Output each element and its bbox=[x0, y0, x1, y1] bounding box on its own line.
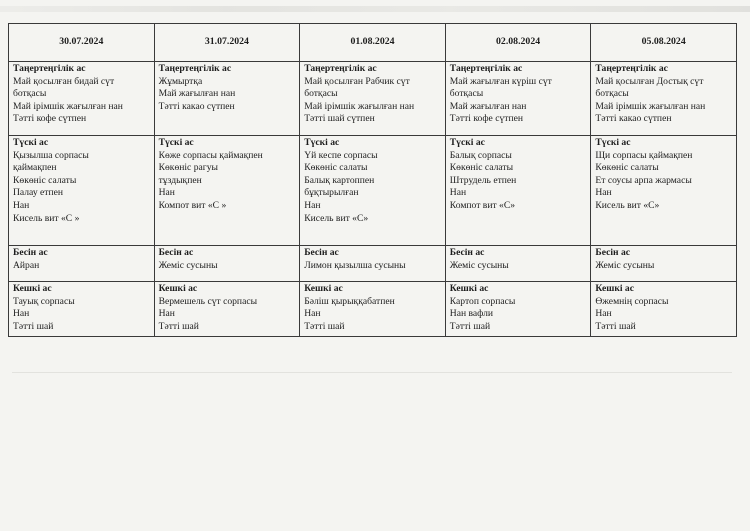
dish-item: Нан bbox=[13, 199, 30, 211]
dish-item: Штрудель етпен bbox=[449, 174, 517, 186]
dish-item: Балық сорпасы bbox=[449, 149, 512, 161]
scan-streak bbox=[0, 6, 750, 12]
dish-item: Көкөніс салаты bbox=[304, 162, 368, 174]
dish-item: ботқасы bbox=[449, 88, 484, 100]
meal-title: Бесін ас bbox=[158, 247, 194, 258]
meal-cell bbox=[9, 246, 155, 282]
meal-title: Таңертеңгілік ас bbox=[158, 63, 232, 74]
meal-title: Таңертеңгілік ас bbox=[304, 63, 377, 74]
dish-item: Көже сорпасы қаймақпен bbox=[158, 149, 263, 161]
meal-title: Кешкі ас bbox=[158, 283, 198, 294]
dish-item: бұқтырылған bbox=[304, 187, 359, 199]
dish-item: Тәтті шай bbox=[304, 320, 345, 332]
dish-item: Айран bbox=[13, 259, 40, 271]
dish-item: Қызылша сорпасы bbox=[13, 149, 89, 161]
meal-title: Кешкі ас bbox=[449, 283, 489, 294]
meal-cell bbox=[300, 246, 446, 282]
dish-item: Ет соусы арпа жармасы bbox=[595, 174, 692, 186]
meal-cell bbox=[154, 246, 300, 282]
dish-item: Тәтті кофе сүтпен bbox=[449, 113, 523, 125]
date-header: 31.07.2024 bbox=[154, 24, 300, 62]
meal-row-breakfast bbox=[9, 62, 737, 136]
dish-item: Тәтті шай bbox=[158, 320, 199, 332]
dish-item: Лимон қызылша сусыны bbox=[304, 259, 406, 271]
meal-cell bbox=[591, 136, 737, 246]
dish-item: Май жағылған нан bbox=[158, 88, 236, 100]
dish-item: Тауық сорпасы bbox=[13, 295, 75, 307]
dish-item: Май қосылған Рабчик сүт bbox=[304, 75, 410, 87]
meal-cell bbox=[9, 282, 155, 337]
date-header-row bbox=[9, 24, 737, 62]
bleed-through-shadow bbox=[12, 372, 732, 433]
dish-item: ботқасы bbox=[13, 88, 47, 100]
meal-title: Таңертеңгілік ас bbox=[449, 63, 523, 74]
dish-item: Жеміс сусыны bbox=[158, 259, 218, 271]
meal-title: Бесін ас bbox=[13, 247, 48, 258]
meal-cell bbox=[591, 282, 737, 337]
meal-cell bbox=[445, 282, 591, 337]
dish-item: Май ірімшік жағылған нан bbox=[304, 100, 415, 112]
dish-item: Жеміс сусыны bbox=[449, 259, 509, 271]
dish-item: Нан bbox=[158, 308, 175, 320]
dish-item: Жұмыртқа bbox=[158, 75, 203, 87]
meal-title: Бесін ас bbox=[304, 247, 339, 258]
dish-item: Тәтті шай сүтпен bbox=[304, 113, 375, 125]
dish-item: Көкөніс салаты bbox=[449, 162, 514, 174]
dish-item: Тәтті шай bbox=[595, 320, 636, 332]
meal-cell bbox=[300, 62, 446, 136]
dish-item: Нан bbox=[595, 308, 612, 320]
date-header: 01.08.2024 bbox=[300, 24, 446, 62]
date-header: 02.08.2024 bbox=[445, 24, 591, 62]
dish-item: Үй кеспе сорпасы bbox=[304, 149, 378, 161]
dish-item: Нан bbox=[13, 308, 30, 320]
meal-title: Түскі ас bbox=[304, 137, 340, 148]
meal-cell bbox=[154, 62, 300, 136]
dish-item: Нан bbox=[449, 187, 467, 199]
meal-title: Бесін ас bbox=[595, 247, 630, 258]
dish-item: Компот вит «С» bbox=[449, 199, 516, 211]
dish-item: Тәтті какао сүтпен bbox=[595, 113, 672, 125]
dish-item: Компот вит «С » bbox=[158, 199, 227, 211]
meal-cell bbox=[300, 136, 446, 246]
date-header: 05.08.2024 bbox=[591, 24, 737, 62]
dish-item: Май жағылған күріш сүт bbox=[449, 75, 552, 87]
dish-item: Кисель вит «С» bbox=[595, 199, 660, 211]
meal-cell bbox=[9, 136, 155, 246]
meal-row-dinner bbox=[9, 282, 737, 337]
dish-item: Тәтті кофе сүтпен bbox=[13, 113, 87, 125]
dish-item: ботқасы bbox=[595, 88, 629, 100]
dish-item: Балық картоппен bbox=[304, 174, 375, 186]
dish-item: Көкөніс рагуы bbox=[158, 162, 218, 174]
dish-item: Көкөніс салаты bbox=[595, 162, 659, 174]
meal-title: Таңертеңгілік ас bbox=[595, 63, 668, 74]
meal-cell bbox=[154, 136, 300, 246]
dish-item: Бәліш қырыққабатпен bbox=[304, 295, 395, 307]
meal-cell bbox=[9, 62, 155, 136]
meal-title: Бесін ас bbox=[449, 247, 485, 258]
meal-title: Түскі ас bbox=[595, 137, 631, 148]
dish-item: Щи сорпасы қаймақпен bbox=[595, 149, 693, 161]
dish-item: ботқасы bbox=[304, 88, 338, 100]
dish-item: Вермешель сүт сорпасы bbox=[158, 295, 258, 307]
meal-title: Түскі ас bbox=[449, 137, 485, 148]
meal-title: Кешкі ас bbox=[13, 283, 52, 294]
meal-title: Кешкі ас bbox=[304, 283, 343, 294]
dish-item: Картоп сорпасы bbox=[449, 295, 516, 307]
meal-cell bbox=[445, 246, 591, 282]
meal-cell bbox=[445, 62, 591, 136]
meal-cell bbox=[591, 246, 737, 282]
menu-table bbox=[8, 23, 737, 337]
dish-item: тұздықпен bbox=[158, 174, 202, 186]
dish-item: Нан вафли bbox=[449, 308, 494, 320]
dish-item: Тәтті какао сүтпен bbox=[158, 100, 235, 112]
dish-item: Өжемнің сорпасы bbox=[595, 295, 669, 307]
meal-title: Түскі ас bbox=[158, 137, 194, 148]
meal-cell bbox=[154, 282, 300, 337]
dish-item: Май жағылған нан bbox=[449, 100, 527, 112]
meal-cell bbox=[445, 136, 591, 246]
dish-item: Көкөніс салаты bbox=[13, 174, 77, 186]
dish-item: Кисель вит «С » bbox=[13, 212, 80, 224]
dish-item: Май қосылған Достық сүт bbox=[595, 75, 704, 87]
dish-item: Май ірімшік жағылған нан bbox=[13, 100, 123, 112]
dish-item: Май ірімшік жағылған нан bbox=[595, 100, 706, 112]
dish-item: Нан bbox=[304, 308, 321, 320]
dish-item: Жеміс сусыны bbox=[595, 259, 655, 271]
meal-row-lunch bbox=[9, 136, 737, 246]
dish-item: қаймақпен bbox=[13, 162, 57, 174]
meal-title: Кешкі ас bbox=[595, 283, 634, 294]
meal-title: Түскі ас bbox=[13, 137, 49, 148]
dish-item: Тәтті шай bbox=[449, 320, 491, 332]
meal-title: Таңертеңгілік ас bbox=[13, 63, 86, 74]
dish-item: Май қосылған бидай сүт bbox=[13, 75, 115, 87]
dish-item: Нан bbox=[595, 187, 612, 199]
date-header: 30.07.2024 bbox=[9, 24, 155, 62]
dish-item: Нан bbox=[304, 199, 321, 211]
dish-item: Тәтті шай bbox=[13, 320, 54, 332]
dish-item: Нан bbox=[158, 187, 175, 199]
meal-cell bbox=[300, 282, 446, 337]
meal-row-snack bbox=[9, 246, 737, 282]
dish-item: Кисель вит «С» bbox=[304, 212, 369, 224]
meal-cell bbox=[591, 62, 737, 136]
dish-item: Палау етпен bbox=[13, 187, 64, 199]
